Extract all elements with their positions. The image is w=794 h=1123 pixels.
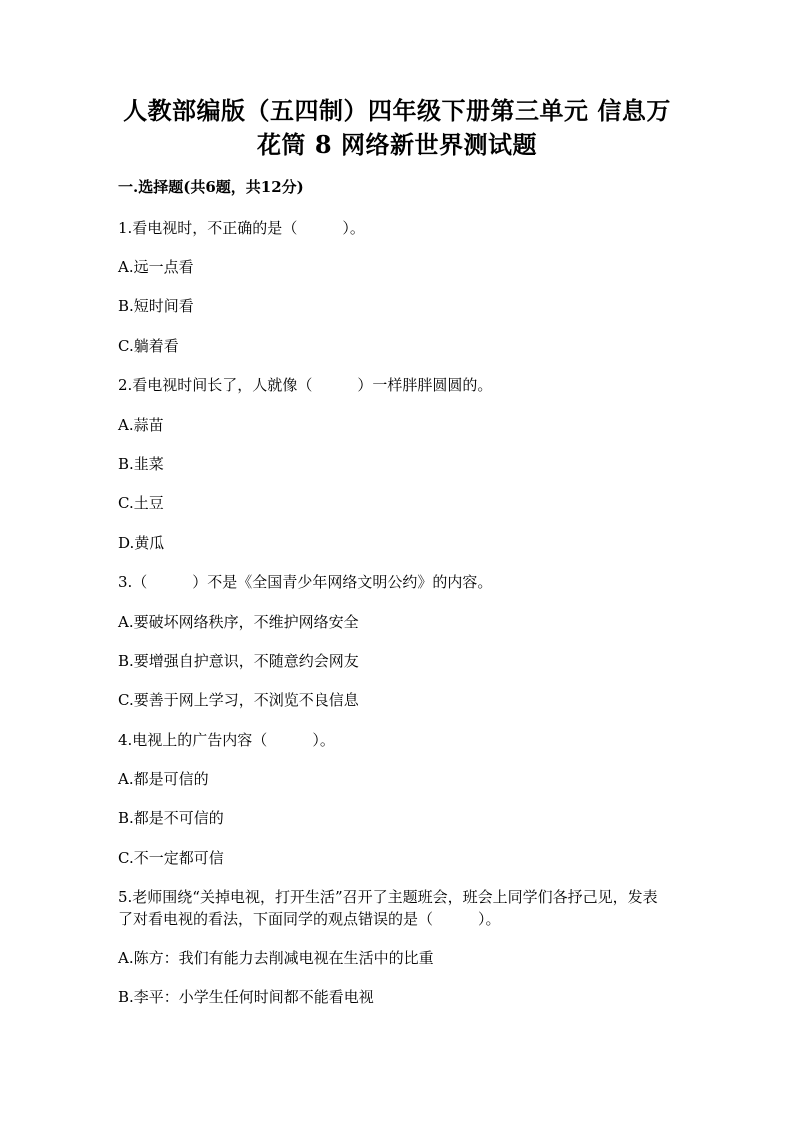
question-2-option-d: D.黄瓜 [118,534,165,552]
document-title-line-1: 人教部编版（五四制）四年级下册第三单元 信息万 [123,96,671,125]
section-heading: 一.选择题(共6题，共12分) [118,178,304,196]
question-3-stem: 3.（ ）不是《全国青少年网络文明公约》的内容。 [118,573,493,591]
question-2-stem: 2.看电视时间长了，人就像（ ）一样胖胖圆圆的。 [118,376,493,394]
question-1-option-a: A.远一点看 [118,258,194,276]
question-4-option-c: C.不一定都可信 [118,849,224,867]
question-3-option-c: C.要善于网上学习，不浏览不良信息 [118,691,359,709]
question-5-stem: 5.老师围绕“关掉电视，打开生活”召开了主题班会，班会上同学们各抒己见，发表了对看电视的看法，下面同学的观点错误的是（ ）。 [118,888,658,928]
document-title-line-2: 花筒 8 网络新世界测试题 [257,130,537,159]
question-4-stem: 4.电视上的广告内容（ ）。 [118,731,335,749]
question-3-option-b: B.要增强自护意识，不随意约会网友 [118,652,359,670]
question-4-option-a: A.都是可信的 [118,770,209,788]
question-1-option-c: C.躺着看 [118,337,179,355]
question-3-option-a: A.要破坏网络秩序，不维护网络安全 [118,613,359,631]
question-2-option-a: A.蒜苗 [118,416,164,434]
question-5-option-b: B.李平：小学生任何时间都不能看电视 [118,988,374,1006]
question-1-option-b: B.短时间看 [118,297,194,315]
question-2-option-c: C.土豆 [118,494,164,512]
question-5-option-a: A.陈方：我们有能力去削减电视在生活中的比重 [118,949,434,967]
question-2-option-b: B.韭菜 [118,455,164,473]
question-1-stem: 1.看电视时，不正确的是（ ）。 [118,219,365,237]
question-4-option-b: B.都是不可信的 [118,809,224,827]
